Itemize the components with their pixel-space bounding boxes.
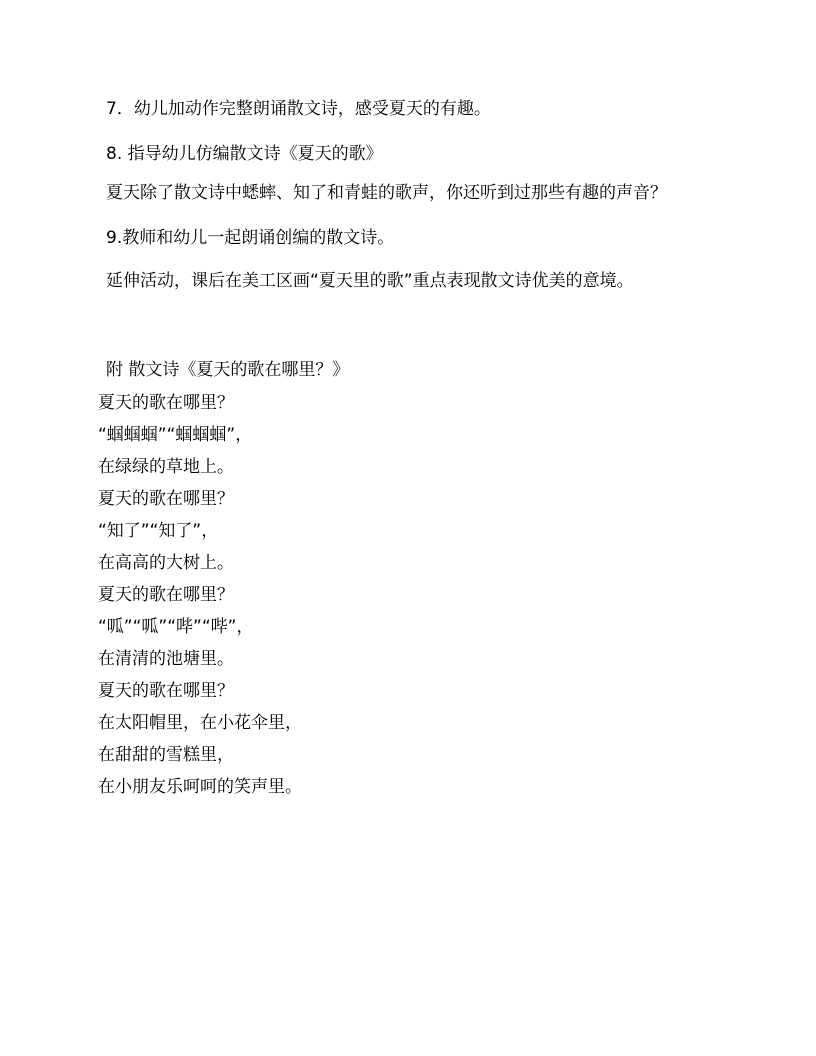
extension-activity-paragraph: 延伸活动，课后在美工区画“夏天里的歌”重点表现散文诗优美的意境。 [106,271,634,291]
poem-line: “蝈蝈蝈”“蝈蝈蝈”， [98,425,253,445]
poem-line: 夏天的歌在哪里？ [98,393,234,413]
step-8-paragraph: 8. 指导幼儿仿编散文诗《夏天的歌》 [106,144,383,164]
appendix-title: 附 散文诗《夏天的歌在哪里？》 [106,360,350,380]
step-7-paragraph: 7．幼儿加动作完整朗诵散文诗，感受夏天的有趣。 [106,99,491,119]
poem-line: 在清清的池塘里。 [98,649,234,669]
step-9-paragraph: 9.教师和幼儿一起朗诵创编的散文诗。 [106,228,395,248]
poem-line: “知了”“知了”， [98,521,219,541]
poem-line: 在绿绿的草地上。 [98,457,234,477]
poem-line: 在甜甜的雪糕里， [98,745,234,765]
poem-line: 夏天的歌在哪里？ [98,681,234,701]
poem-line: 夏天的歌在哪里？ [98,489,234,509]
poem-line: 在小朋友乐呵呵的笑声里。 [98,777,302,797]
poem-line: 在太阳帽里，在小花伞里， [98,713,302,733]
poem-line: 夏天的歌在哪里？ [98,585,234,605]
poem-line: “呱”“呱”“哔”“哔”， [98,617,254,637]
question-paragraph: 夏天除了散文诗中蟋蟀、知了和青蛙的歌声，你还听到过那些有趣的声音？ [106,183,667,203]
poem-line: 在高高的大树上。 [98,553,234,573]
